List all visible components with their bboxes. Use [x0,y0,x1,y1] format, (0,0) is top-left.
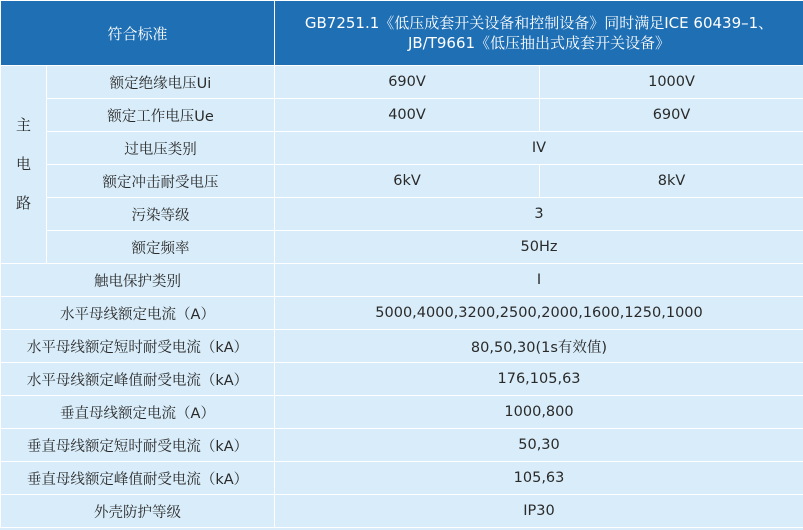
param-label: 垂直母线额定电流（A） [1,396,275,429]
table-row [1,198,803,231]
value-cell: 3 [275,198,803,231]
param-label: 额定工作电压Ue [47,99,275,132]
header-standard-label: 符合标准 [1,1,275,66]
value-cell: 5000,4000,3200,2500,2000,1600,1250,1000 [275,297,803,330]
value-cell: 105,63 [275,462,803,495]
table-row [1,462,803,495]
param-label: 垂直母线额定短时耐受电流（kA） [1,429,275,462]
table-row [1,66,803,99]
value-cell: I [275,264,803,297]
value-cell: 1000V [540,66,803,99]
group-label-char: 路 [15,194,31,212]
value-cell: 400V [275,99,540,132]
param-label: 额定冲击耐受电压 [47,165,275,198]
value-cell: 50Hz [275,231,803,264]
value-cell: 690V [275,66,540,99]
table-header-row [1,1,803,66]
group-label-char: 电 [15,155,31,173]
table-row [1,495,803,528]
header-standard-value [275,1,803,66]
table-row [1,363,803,396]
value-cell: IV [275,132,803,165]
param-label: 额定频率 [47,231,275,264]
table-row [1,264,803,297]
value-cell: IP30 [275,495,803,528]
header-standard-line2: JB/T9661《低压抽出式成套开关设备》 [407,34,671,52]
header-standard-line1: GB7251.1《低压成套开关设备和控制设备》同时满足ICE 60439–1、 [304,14,774,32]
main-circuit-group-label [1,66,47,264]
param-label: 水平母线额定峰值耐受电流（kA） [1,363,275,396]
table-row [1,231,803,264]
param-label: 额定绝缘电压Ui [47,66,275,99]
param-label: 垂直母线额定峰值耐受电流（kA） [1,462,275,495]
table-row [1,330,803,363]
value-cell: 50,30 [275,429,803,462]
value-cell: 8kV [540,165,803,198]
param-label: 外壳防护等级 [1,495,275,528]
table-row [1,132,803,165]
param-label: 触电保护类别 [1,264,275,297]
param-label: 过电压类别 [47,132,275,165]
param-label: 污染等级 [47,198,275,231]
value-cell: 6kV [275,165,540,198]
value-cell: 176,105,63 [275,363,803,396]
table-row [1,165,803,198]
table-row [1,396,803,429]
table-row [1,99,803,132]
value-cell: 690V [540,99,803,132]
param-label: 水平母线额定短时耐受电流（kA） [1,330,275,363]
group-label-char: 主 [15,116,31,134]
table-row [1,297,803,330]
value-cell: 80,50,30(1s有效值) [275,330,803,363]
table-row [1,429,803,462]
param-label: 水平母线额定电流（A） [1,297,275,330]
value-cell: 1000,800 [275,396,803,429]
